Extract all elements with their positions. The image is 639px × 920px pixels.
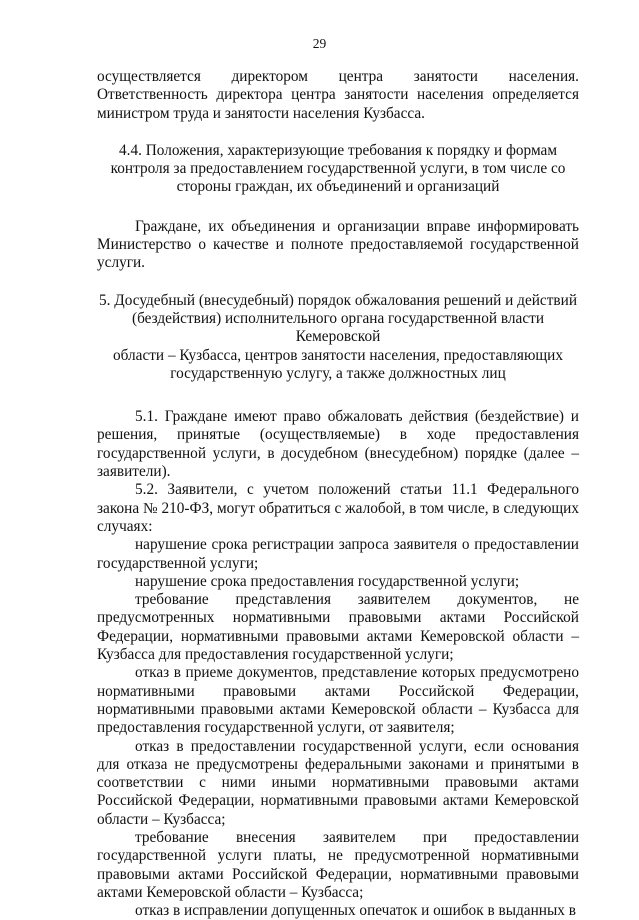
opening-paragraph: осуществляется директором центра занятости населения. Ответственность директора центра занятости населения определяется министром труда и занятости населения Кузбасса. bbox=[97, 68, 579, 122]
list-item: требование представления заявителем документов, не предусмотренных нормативными правовыми актами Российской Федерации, нормативными правовыми актами Кемеровской области – Кузбасса для предоставления государственной услуги; bbox=[97, 591, 579, 664]
heading-line: области – Кузбасса, центров занятости населения, предоставляющих bbox=[112, 346, 564, 364]
heading-line: (бездействия) исполнительного органа государственной власти Кемеровской bbox=[131, 309, 545, 346]
list-item: отказ в предоставлении государственной услуги, если основания для отказа не предусмотрены федеральными законами и принятыми в соответствии с ними иными нормативными правовыми актами Российской Федерации, нормативными правовыми актами Кемеровской области – Кузбасса; bbox=[97, 737, 579, 828]
list-item: отказ в приеме документов, представление которых предусмотрено нормативными правовыми актами Российской Федерации, нормативными правовыми актами Кемеровской области – Кузбасса для предоставления государственной услуги, от заявителя; bbox=[97, 664, 579, 737]
list-item: отказ в исправлении допущенных опечаток и ошибок в выданных в bbox=[135, 902, 576, 920]
list-item: нарушение срока предоставления государственной услуги; bbox=[135, 572, 520, 590]
section-4-4-heading bbox=[97, 142, 579, 197]
paragraph-5-1: 5.1. Граждане имеют право обжаловать действия (бездействие) и решения, принятые (осуществляемые) в ходе предоставления государственной услуги, в досудебном (внесудебном) порядке (далее – заявители). bbox=[97, 408, 579, 481]
heading-line: государственную услугу, а также должностных лиц bbox=[170, 364, 506, 382]
section-5-heading bbox=[97, 292, 579, 383]
heading-line: контроля за предоставлением государственной услуги, в том числе со bbox=[110, 160, 566, 178]
page-number: 29 bbox=[312, 36, 327, 51]
list-item: нарушение срока регистрации запроса заявителя о предоставлении государственной услуги; bbox=[97, 536, 579, 572]
section-4-4-paragraph: Граждане, их объединения и организации вправе информировать Министерство о качестве и полноте предоставляемой государственной услуги. bbox=[97, 217, 579, 272]
heading-line: 4.4. Положения, характеризующие требования к порядку и формам bbox=[118, 141, 558, 159]
document-body bbox=[97, 68, 579, 920]
list-item: требование внесения заявителем при предоставлении государственной услуги платы, не предусмотренной нормативными правовыми актами Российской Федерации, нормативными правовыми актами Кемеровской области – Кузбасса; bbox=[97, 828, 579, 901]
heading-line: стороны граждан, их объединений и организаций bbox=[176, 178, 500, 196]
heading-line: 5. Досудебный (внесудебный) порядок обжалования решений и действий bbox=[98, 291, 578, 309]
paragraph-5-2: 5.2. Заявители, с учетом положений статьи 11.1 Федерального закона № 210-ФЗ, могут обратиться с жалобой, в том числе, в следующих случаях: bbox=[97, 481, 579, 535]
